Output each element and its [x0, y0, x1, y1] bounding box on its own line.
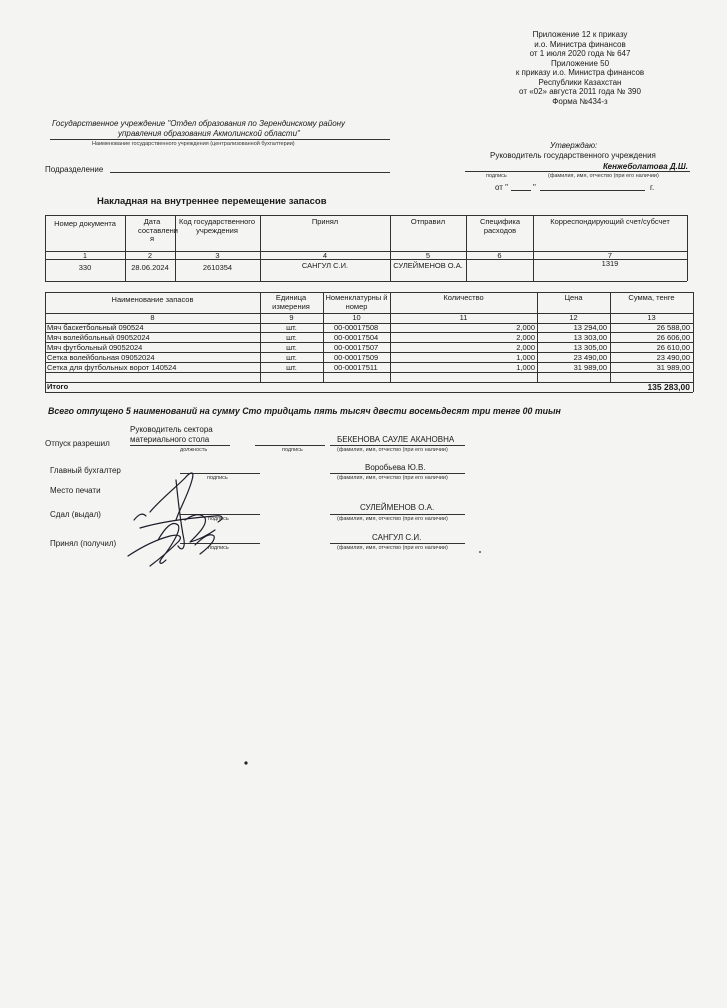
- summary-text: Всего отпущено 5 наименований на сумму Сто тридцать пять тысяч двести восемьдесят три тенге 00 тиын: [48, 406, 561, 416]
- item-sum: 26 610,00: [656, 343, 690, 352]
- item-sum: 26 606,00: [656, 333, 690, 342]
- release-label: Отпуск разрешил: [45, 439, 110, 448]
- item-price: 13 294,00: [573, 323, 607, 332]
- item-price: 31 989,00: [573, 363, 607, 372]
- items-header: Количество: [443, 293, 484, 302]
- approve-name: Кенжеболатова Д.Ш.: [603, 162, 688, 171]
- doc-col-number: 7: [607, 251, 613, 260]
- item-price: 13 305,00: [573, 343, 607, 352]
- items-col-number: 13: [647, 313, 656, 322]
- received-sign-caption: подпись: [208, 545, 229, 551]
- received-name: САНГУЛ С.И.: [372, 533, 422, 542]
- accountant-name-caption: (фамилия, имя, отчество (при его наличии): [337, 475, 448, 481]
- handed-name-caption: (фамилия, имя, отчество (при его наличии): [337, 516, 448, 522]
- release-position-line2: материального стола: [130, 435, 210, 444]
- doc-header: Отправил: [410, 217, 446, 226]
- item-code: 00-00017509: [334, 353, 379, 362]
- total-label: Итого: [47, 382, 69, 391]
- total-value: 135 283,00: [647, 382, 690, 392]
- header-note-line: к приказу и.о. Министра финансов: [515, 68, 645, 77]
- item-price: 23 490,00: [573, 353, 607, 362]
- division-label: Подразделение: [45, 165, 104, 174]
- approve-sign-caption: подпись: [486, 173, 507, 179]
- doc-col-number: 2: [147, 251, 153, 260]
- item-unit: шт.: [286, 333, 297, 342]
- item-sum: 26 588,00: [656, 323, 690, 332]
- doc-col-number: 6: [497, 251, 502, 260]
- doc-sent-by-value: СУЛЕЙМЕНОВ О.А.: [393, 261, 463, 270]
- items-header: Единица измерения: [272, 293, 310, 311]
- items-header: Сумма, тенге: [628, 293, 675, 302]
- received-label: Принял (получил): [50, 539, 117, 548]
- doc-col-number: 3: [215, 251, 220, 260]
- org-caption: Наименование государственного учреждения (централизованной бухгалтерии): [92, 141, 295, 147]
- items-header: Цена: [564, 293, 583, 302]
- item-qty: 1,000: [516, 353, 535, 362]
- item-sum: 23 490,00: [656, 353, 690, 362]
- org-name-line2: управления образования Акмолинской области": [118, 129, 300, 138]
- header-note-line: Форма №434-з: [552, 96, 608, 106]
- item-unit: шт.: [286, 323, 297, 332]
- approve-title: Утверждаю:: [550, 141, 598, 150]
- item-name: Мяч баскетбольный 090524: [47, 323, 144, 332]
- release-name-caption: (фамилия, имя, отчество (при его наличии): [337, 447, 448, 453]
- header-note-line: Республики Казахстан: [538, 77, 622, 87]
- release-sign-caption: подпись: [282, 447, 303, 453]
- approve-name-caption: (фамилия, имя, отчество (при его наличии): [548, 173, 659, 179]
- doc-date-value: 28.06.2024: [131, 263, 169, 272]
- item-qty: 2,000: [516, 333, 535, 342]
- header-note-line: и.о. Министра финансов: [534, 39, 626, 49]
- item-name: Сетка волейбольная 09052024: [47, 353, 155, 362]
- items-header: Наименование запасов: [111, 295, 194, 304]
- item-sum: 31 989,00: [656, 363, 690, 372]
- item-name: Мяч футбольный 09052024: [47, 343, 143, 352]
- stamp-label: Место печати: [50, 486, 101, 495]
- accountant-label: Главный бухгалтер: [50, 466, 121, 475]
- item-qty: 2,000: [516, 323, 535, 332]
- items-col-number: 10: [352, 313, 361, 322]
- items-col-number: 12: [569, 313, 578, 322]
- item-price: 13 303,00: [573, 333, 607, 342]
- org-name-line1: Государственное учреждение "Отдел образования по Зерендинскому району: [52, 119, 346, 128]
- release-name: БЕКЕНОВА САУЛЕ АКАНОВНА: [337, 435, 455, 444]
- doc-number-value: 330: [78, 263, 92, 272]
- item-name: Мяч волейбольный 09052024: [47, 333, 150, 342]
- doc-header: Номер документа: [54, 219, 116, 228]
- doc-header: Принял: [311, 217, 339, 226]
- approve-date-quote: ": [533, 183, 536, 192]
- handed-sign-caption: подпись: [208, 516, 229, 522]
- handed-name: СУЛЕЙМЕНОВ О.А.: [360, 503, 435, 512]
- doc-header: Корреспондирующий счет/субсчет: [550, 217, 670, 226]
- header-note-line: Приложение 12 к приказу: [532, 30, 628, 39]
- item-unit: шт.: [286, 363, 297, 372]
- doc-received-by-value: САНГУЛ С.И.: [301, 261, 349, 270]
- doc-header: Специфика расходов: [479, 217, 521, 235]
- items-header: Номенклатурны й номер: [325, 293, 388, 311]
- header-note-line: от «02» августа 2011 года № 390: [519, 87, 641, 96]
- items-col-number: 8: [150, 313, 155, 322]
- received-name-caption: (фамилия, имя, отчество (при его наличии): [337, 545, 448, 551]
- approve-date-year: г.: [650, 183, 655, 192]
- item-unit: шт.: [286, 343, 297, 352]
- doc-header: Код государственного учреждения: [179, 217, 255, 235]
- doc-org-code-value: 2610354: [202, 263, 233, 272]
- header-note-line: Приложение 50: [550, 58, 610, 68]
- item-code: 00-00017511: [334, 363, 378, 372]
- release-position-caption: должность: [180, 447, 208, 453]
- approve-position: Руководитель государственного учреждения: [490, 151, 656, 160]
- doc-col-number: 1: [82, 251, 88, 260]
- document-title: Накладная на внутреннее перемещение запасов: [97, 196, 327, 207]
- doc-col-number: 5: [425, 251, 431, 260]
- release-position-line1: Руководитель сектора: [130, 425, 213, 434]
- doc-account-value: 1319: [601, 259, 619, 268]
- item-code: 00-00017507: [334, 343, 379, 352]
- header-note-line: от 1 июля 2020 года № 647: [529, 49, 631, 58]
- accountant-name: Воробьева Ю.В.: [365, 463, 426, 472]
- item-unit: шт.: [286, 353, 297, 362]
- items-col-number: 11: [459, 313, 468, 322]
- doc-header: Дата составлени я: [138, 217, 178, 243]
- item-code: 00-00017504: [334, 333, 379, 342]
- items-col-number: 9: [289, 313, 294, 322]
- accountant-sign-caption: подпись: [207, 475, 228, 481]
- handed-label: Сдал (выдал): [50, 510, 101, 519]
- item-name: Сетка для футбольных ворот 140524: [47, 363, 177, 372]
- item-qty: 1,000: [516, 363, 535, 372]
- approve-date-from: от ": [495, 183, 508, 192]
- item-code: 00-00017508: [334, 323, 379, 332]
- doc-col-number: 4: [322, 251, 328, 260]
- item-qty: 2,000: [516, 343, 535, 352]
